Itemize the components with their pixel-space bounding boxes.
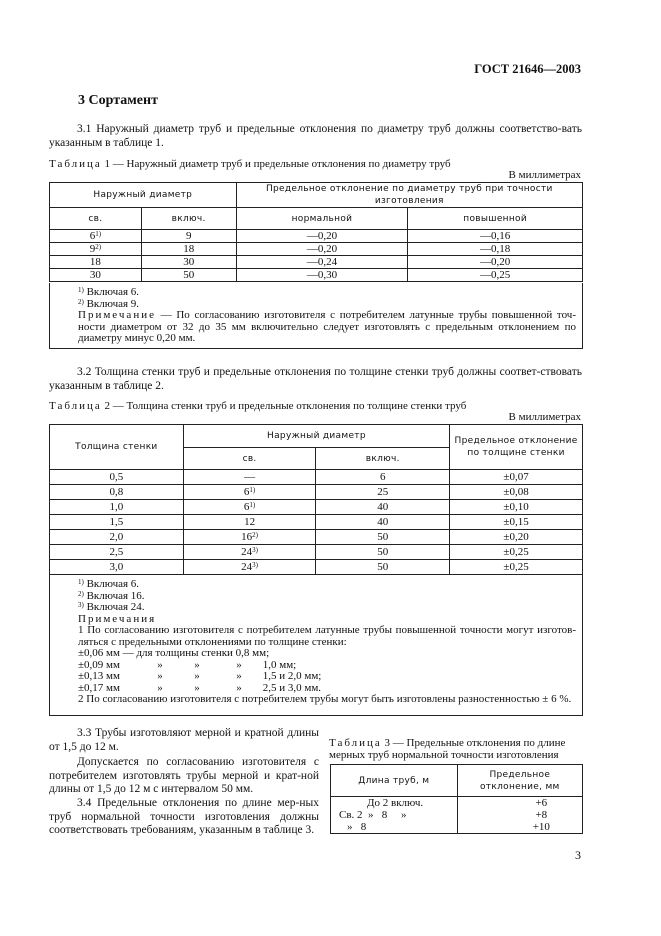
table-row [50, 485, 583, 500]
cell: —0,25 [408, 269, 583, 282]
cell: 2,5 [50, 545, 184, 560]
table2-footnote-1: $^{1)}$ Включая 6. [78, 578, 140, 590]
table2-header-deviation: Предельное отклонение по толщине стенки [450, 425, 583, 470]
cell: ±0,08 [450, 485, 583, 500]
cell: —0,20 [408, 256, 583, 269]
table2-notes-heading: Примечания [78, 612, 157, 625]
cell: 16$^{2)}$ [183, 530, 316, 545]
table2-caption [49, 400, 466, 412]
table2-footnote-2: $^{2)}$ Включая 16. [78, 589, 145, 602]
cell: ±0,25 [450, 545, 583, 560]
cell: —0,18 [408, 243, 583, 256]
table3-caption-text: 3 — Предельные отклонения по длине мерных труб нормальной точности изготовления [329, 737, 566, 761]
table-row [50, 515, 583, 530]
table1-header-normal: нормальной [236, 208, 408, 230]
table3-header-length: Длина труб, м [331, 765, 458, 797]
table1-header-from: св. [50, 208, 142, 230]
cell: ±0,07 [450, 470, 583, 485]
table2-header-diameter: Наружный диаметр [183, 425, 449, 448]
cell: —0,20 [236, 230, 408, 243]
table1-caption [49, 158, 451, 170]
table-row [50, 500, 583, 515]
table-row [50, 560, 583, 575]
table1 [49, 182, 583, 282]
cell: 30 [141, 256, 236, 269]
cell: 40 [316, 515, 450, 530]
paragraph-3-3b: Допускается по согласованию изготовителя с потребителем изготовлять трубы мерной и крат-ной длины от 1,5 до 12 м с интервалом 50 мм. [49, 756, 319, 795]
table1-footnote-1: $^{1)}$ Включая 6. [78, 286, 140, 298]
cell: —0,20 [236, 243, 408, 256]
cell: 0,5 [50, 470, 184, 485]
tolerance-line: ±0,17 мм » » » 2,5 и 3,0 мм. [78, 681, 322, 694]
cell: 2,0 [50, 530, 184, 545]
table-row [50, 230, 583, 243]
cell: 24$^{3)}$ [183, 545, 316, 560]
cell: 1,5 [50, 515, 184, 530]
cell: 25 [316, 485, 450, 500]
cell: ±0,20 [450, 530, 583, 545]
paragraph-3-4: 3.4 Предельные отклонения по длине мер-ных труб нормальной точности изготовления должны соответствовать требованиям, указанным в таблице 3. [49, 797, 319, 836]
table3-caption [329, 737, 583, 761]
table2-units: В миллиметрах [508, 411, 581, 423]
table1-header-to: включ. [141, 208, 236, 230]
cell: 24$^{3)}$ [183, 560, 316, 575]
cell: ±0,10 [450, 500, 583, 515]
table-row [50, 269, 583, 282]
paragraph-3-1: 3.1 Наружный диаметр труб и предельные отклонения по диаметру труб должны соответство-вать указанным в таблице 1. [49, 123, 582, 149]
table1-header-high: повышенной [408, 208, 583, 230]
cell: —0,24 [236, 256, 408, 269]
cell: 9 [141, 230, 236, 243]
cell: ±0,15 [450, 515, 583, 530]
table-row [50, 256, 583, 269]
tolerance-line: ±0,06 мм — для толщины стенки 0,8 мм; [78, 647, 270, 659]
table2-note-1: 1 По согласованию изготовителя с потребителем латунные трубы повышенной точности могут изготов-ляться с предельными отклонениями по толщине стенки: [78, 624, 576, 648]
cell: 9$^{2)}$ [50, 243, 142, 256]
cell: 6$^{1)}$ [50, 230, 142, 243]
table-row [331, 797, 583, 834]
table2-footnote-3: $^{3)}$ Включая 24. [78, 601, 145, 613]
table2-header-from: св. [183, 448, 316, 470]
table3-header-deviation: Предельное отклонение, мм [457, 765, 582, 797]
table2-note-2: 2 По согласованию изготовителя с потребителем трубы могут быть изготовлены разностенностью ± 6 %. [78, 693, 572, 705]
table2-header-to: включ. [316, 448, 450, 470]
table1-note: Примечание — По согласованию изготовителя с потребителем латунные трубы повышенной точ-ности диаметром от 32 до 35 мм включительно следует изготовлять с предельным отклонением по диаметру минус 0,20 мм. [78, 309, 576, 344]
cell: 50 [316, 545, 450, 560]
cell: 12 [183, 515, 316, 530]
table1-header-deviation: Предельное отклонение по диаметру труб при точности изготовления [236, 183, 582, 208]
cell: 6 [316, 470, 450, 485]
cell: 50 [316, 530, 450, 545]
section-title: 3 Сортамент [78, 93, 158, 108]
cell: ±0,25 [450, 560, 583, 575]
table2-notes [49, 575, 583, 716]
page-number: 3 [575, 848, 581, 862]
cell: 30 [50, 269, 142, 282]
cell: 1,0 [50, 500, 184, 515]
tolerance-line: ±0,09 мм » » » 1,0 мм; [78, 658, 297, 671]
table3-caption-word: Таблица [329, 737, 382, 749]
cell: 6$^{1)}$ [183, 485, 316, 500]
table1-notes [49, 283, 583, 349]
cell: 0,8 [50, 485, 184, 500]
table-row [50, 545, 583, 560]
table1-header-diameter: Наружный диаметр [50, 183, 237, 208]
paragraph-3-2: 3.2 Толщина стенки труб и предельные отклонения по толщине стенки труб должны соответ-ствовать указанным в таблице 2. [49, 366, 582, 392]
table1-footnote-2: $^{2)}$ Включая 9. [78, 297, 140, 310]
table3-deviation-cell: +6 +8 +10 [457, 797, 582, 834]
table1-caption-text: 1 — Наружный диаметр труб и предельные отклонения по диаметру труб [104, 158, 451, 170]
table2-caption-text: 2 — Толщина стенки труб и предельные отклонения по толщине стенки труб [104, 400, 467, 412]
document-code: ГОСТ 21646—2003 [474, 62, 581, 76]
paragraph-3-3: 3.3 Трубы изготовляют мерной и кратной длины от 1,5 до 12 м. [49, 727, 319, 753]
table-row [50, 470, 583, 485]
table1-units: В миллиметрах [508, 169, 581, 181]
table2-header-wall: Толщина стенки [50, 425, 184, 470]
table-row [50, 243, 583, 256]
cell: 40 [316, 500, 450, 515]
tolerance-line: ±0,13 мм » » » 1,5 и 2,0 мм; [78, 670, 322, 682]
cell: 3,0 [50, 560, 184, 575]
cell: — [183, 470, 316, 485]
cell: —0,16 [408, 230, 583, 243]
cell: 18 [141, 243, 236, 256]
table3-length-cell: До 2 включ. Св. 2 » 8 » » 8 [331, 797, 458, 834]
table2-caption-word: Таблица [49, 400, 102, 412]
cell: 50 [141, 269, 236, 282]
cell: 18 [50, 256, 142, 269]
cell: 6$^{1)}$ [183, 500, 316, 515]
cell: 50 [316, 560, 450, 575]
cell: —0,30 [236, 269, 408, 282]
table3 [330, 764, 583, 834]
table2 [49, 424, 583, 575]
table1-caption-word: Таблица [49, 158, 102, 170]
table-row [50, 530, 583, 545]
